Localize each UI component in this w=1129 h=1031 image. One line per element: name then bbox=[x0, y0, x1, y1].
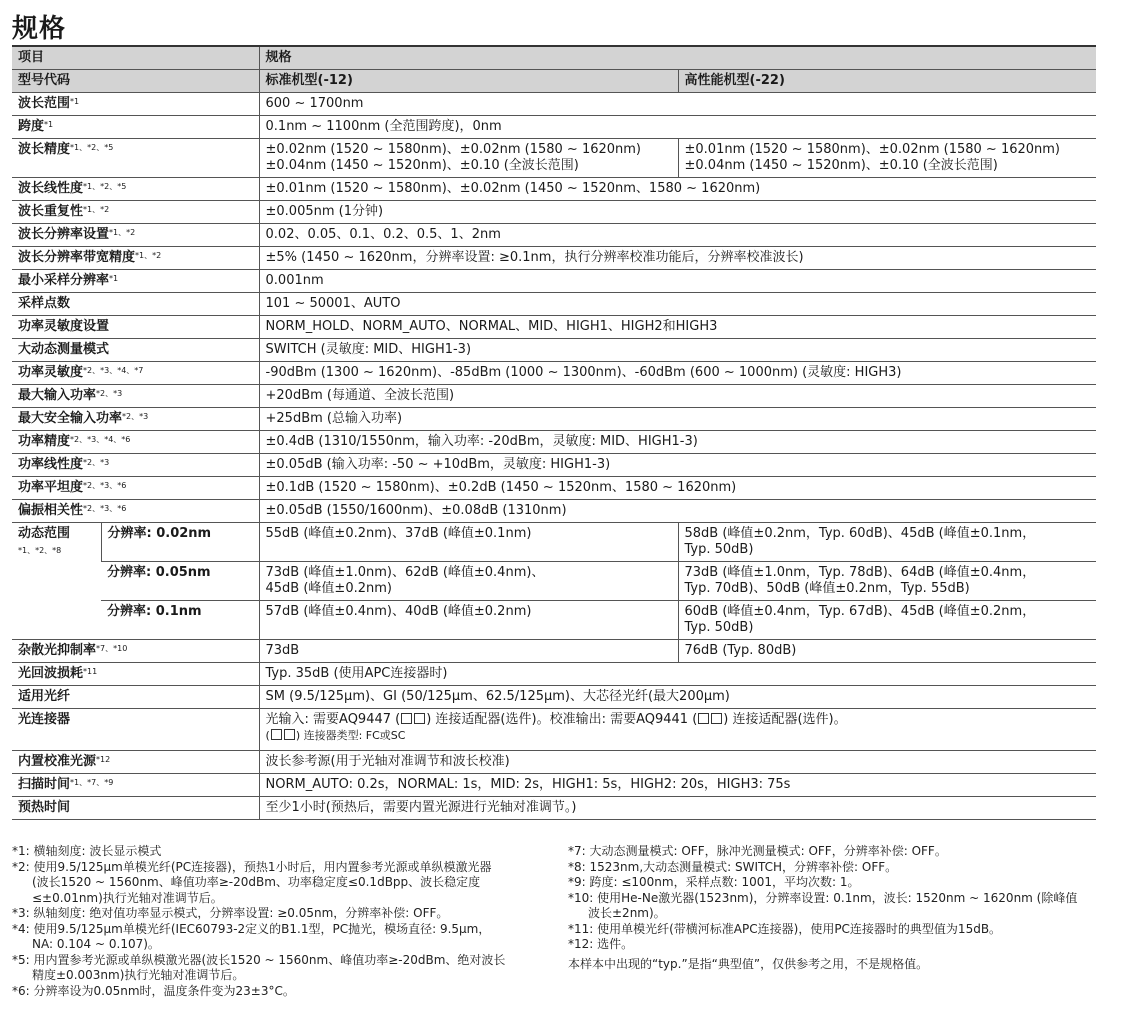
spec-value: ±5% (1450 ~ 1620nm，分辨率设置: ≥0.1nm，执行分辨率校准功能后，分辨率校准波长) bbox=[259, 247, 1096, 270]
spec-row bbox=[12, 201, 1096, 224]
row-label-text: 跨度 bbox=[18, 119, 45, 134]
footnote bbox=[568, 844, 1108, 860]
spec-row bbox=[12, 339, 1096, 362]
row-label-text: 功率平坦度 bbox=[18, 480, 84, 495]
row-label-text: 光回波损耗 bbox=[18, 666, 84, 681]
footnote-text: *1: 横轴刻度: 波长显示模式 bbox=[12, 844, 162, 858]
footnote-text: *5: 用内置参考光源或单纵模激光器(波长1520 ~ 1560nm、峰值功率≥-20dBm、绝对波长 bbox=[12, 952, 506, 967]
connector-text: ) 连接器类型: FC或SC bbox=[295, 729, 406, 742]
spec-row bbox=[12, 247, 1096, 270]
spec-row bbox=[12, 362, 1096, 385]
model-high: 高性能机型(-22) bbox=[678, 70, 1096, 93]
connector-text: ) 连接适配器(选件)。 bbox=[723, 712, 847, 727]
spec-row bbox=[12, 500, 1096, 523]
row-label bbox=[12, 93, 259, 116]
spec-row bbox=[12, 751, 1096, 774]
footnote-ref: *1 bbox=[44, 120, 54, 129]
footnote-text: *11: 使用单模光纤(带横河标准APC连接器)，使用PC连接器时的典型值为15dB。 bbox=[568, 921, 1002, 936]
spec-value: 至少1小时(预热后，需要内置光源进行光轴对准调节。) bbox=[259, 797, 1096, 820]
row-label-text: 波长重复性 bbox=[18, 204, 84, 219]
spec-row bbox=[12, 293, 1096, 316]
placeholder-box-icon bbox=[698, 713, 709, 724]
spec-row bbox=[12, 686, 1096, 709]
connector-text: ( bbox=[265, 729, 270, 742]
spec-value-standard-line: ±0.02nm (1520 ~ 1580nm)、±0.02nm (1580 ~ 1620nm) bbox=[265, 142, 642, 157]
row-label bbox=[12, 454, 259, 477]
spec-row bbox=[12, 178, 1096, 201]
row-label bbox=[12, 431, 259, 454]
spec-value-standard bbox=[259, 139, 678, 178]
spec-row bbox=[12, 116, 1096, 139]
footnote bbox=[568, 875, 1108, 891]
footnote bbox=[12, 844, 557, 860]
spec-value: ±0.05dB (1550/1600nm)、±0.08dB (1310nm) bbox=[259, 500, 1096, 523]
spec-value: SM (9.5/125μm)、GI (50/125μm、62.5/125μm)、大芯径光纤(最大200μm) bbox=[259, 686, 1096, 709]
spec-row bbox=[12, 797, 1096, 820]
row-label-text: 功率精度 bbox=[18, 434, 71, 449]
spec-value: 波长参考源(用于光轴对准调节和波长校准) bbox=[259, 751, 1096, 774]
spec-row bbox=[12, 454, 1096, 477]
row-label-text: 扫描时间 bbox=[18, 777, 71, 792]
connector-text: 光输入: 需要AQ9447 ( bbox=[265, 712, 401, 727]
footnote-text: *6: 分辨率设为0.05nm时，温度条件变为23±3°C。 bbox=[12, 983, 295, 998]
placeholder-box-icon bbox=[271, 729, 282, 740]
spec-row bbox=[12, 663, 1096, 686]
footnote-text: *9: 跨度: ≤100nm，采样点数: 1001，平均次数: 1。 bbox=[568, 875, 860, 889]
row-label-text: 波长范围 bbox=[18, 96, 71, 111]
row-label-text: 波长线性度 bbox=[18, 181, 84, 196]
row-label bbox=[12, 139, 259, 178]
spec-value: 101 ~ 50001、AUTO bbox=[259, 293, 1096, 316]
row-label-text: 最小采样分辨率 bbox=[18, 273, 110, 288]
row-label-text: 波长分辨率设置 bbox=[18, 227, 110, 242]
placeholder-box-icon bbox=[414, 713, 425, 724]
spec-value: NORM_AUTO: 0.2s，NORMAL: 1s，MID: 2s，HIGH1: 5s，HIGH2: 20s，HIGH3: 75s bbox=[259, 774, 1096, 797]
footnote-text: *4: 使用9.5/125μm单模光纤(IEC60793-2定义的B1.1型，PC抛光，模场直径: 9.5μm， bbox=[12, 921, 491, 936]
spec-value: ±0.01nm (1520 ~ 1580nm)、±0.02nm (1450 ~ 1520nm、1580 ~ 1620nm) bbox=[259, 178, 1096, 201]
footnote-ref: *1、*2 bbox=[135, 251, 162, 260]
resolution-label: 分辨率: 0.02nm bbox=[101, 523, 259, 562]
spec-value-standard-line: 55dB (峰值±0.2nm)、37dB (峰值±0.1nm) bbox=[265, 526, 532, 541]
footnote bbox=[568, 937, 1108, 953]
row-label-text: 大动态测量模式 bbox=[18, 342, 110, 357]
spec-value: SWITCH (灵敏度: MID、HIGH1-3) bbox=[259, 339, 1096, 362]
dynamic-range-label-text: 动态范围 bbox=[18, 526, 71, 541]
row-label bbox=[12, 224, 259, 247]
footnote-ref: *1 bbox=[70, 97, 80, 106]
row-label bbox=[12, 270, 259, 293]
row-label bbox=[12, 686, 259, 709]
footnote bbox=[12, 906, 557, 922]
footnote-ref: *2、*3 bbox=[96, 389, 123, 398]
row-label bbox=[12, 178, 259, 201]
row-label-text: 最大输入功率 bbox=[18, 388, 97, 403]
footnote-continuation: 精度±0.003nm)执行光轴对准调节后。 bbox=[32, 968, 245, 982]
footnote-ref: *2、*3、*4、*7 bbox=[83, 366, 144, 375]
spec-value-high-line: ±0.01nm (1520 ~ 1580nm)、±0.02nm (1580 ~ 1620nm) bbox=[684, 142, 1061, 157]
spec-value-standard-line: 57dB (峰值±0.4nm)、40dB (峰值±0.2nm) bbox=[265, 604, 532, 619]
footnote bbox=[568, 891, 1108, 922]
spec-value: ±0.1dB (1520 ~ 1580nm)、±0.2dB (1450 ~ 1520nm、1580 ~ 1620nm) bbox=[259, 477, 1096, 500]
spec-row bbox=[12, 224, 1096, 247]
footnote-ref: *1、*2、*5 bbox=[83, 182, 127, 191]
spec-value: +20dBm (每通道、全波长范围) bbox=[259, 385, 1096, 408]
spec-value: Typ. 35dB (使用APC连接器时) bbox=[259, 663, 1096, 686]
spec-row bbox=[12, 270, 1096, 293]
footnote bbox=[12, 984, 557, 1000]
row-label bbox=[12, 116, 259, 139]
footnote-ref: *1、*7、*9 bbox=[70, 778, 114, 787]
spec-value-high-line: Typ. 50dB) bbox=[684, 620, 754, 635]
row-label bbox=[12, 316, 259, 339]
dynamic-range-label bbox=[12, 523, 101, 640]
spec-row bbox=[12, 139, 1096, 178]
footnote-ref: *2、*3、*4、*6 bbox=[70, 435, 131, 444]
spec-value-standard bbox=[259, 523, 678, 562]
footnote-ref: *1 bbox=[109, 274, 119, 283]
footnote-text: *3: 纵轴刻度: 绝对值功率显示模式，分辨率设置: ≥0.05nm，分辨率补偿: OFF。 bbox=[12, 906, 449, 920]
spec-value-standard-line: 45dB (峰值±0.2nm) bbox=[265, 581, 392, 596]
connector-text: ) 连接适配器(选件)。校准输出: 需要AQ9441 ( bbox=[426, 712, 698, 727]
spec-value-high-line: Typ. 70dB)、50dB (峰值±0.2nm，Typ. 55dB) bbox=[684, 581, 970, 596]
spec-row bbox=[12, 93, 1096, 116]
footnote-text: *7: 大动态测量模式: OFF，脉冲光测量模式: OFF，分辨率补偿: OFF。 bbox=[568, 844, 947, 858]
spec-value-high bbox=[678, 523, 1096, 562]
header-col-item: 项目 bbox=[12, 46, 259, 70]
model-row bbox=[12, 70, 1096, 93]
dynamic-range-row bbox=[12, 562, 1096, 601]
row-label bbox=[12, 751, 259, 774]
row-label bbox=[12, 293, 259, 316]
footnote-ref: *1、*2、*5 bbox=[70, 143, 114, 152]
row-label bbox=[12, 408, 259, 431]
resolution-label: 分辨率: 0.05nm bbox=[101, 562, 259, 601]
row-label-text: 最大安全输入功率 bbox=[18, 411, 123, 426]
spec-value-high: 76dB (Typ. 80dB) bbox=[678, 640, 1096, 663]
row-label-text: 波长分辨率带宽精度 bbox=[18, 250, 136, 265]
spec-value: -90dBm (1300 ~ 1620nm)、-85dBm (1000 ~ 1300nm)、-60dBm (600 ~ 1000nm) (灵敏度: HIGH3) bbox=[259, 362, 1096, 385]
footnote bbox=[568, 922, 1108, 938]
footnote-ref: *7、*10 bbox=[96, 644, 128, 653]
footnote-ref: *2、*3 bbox=[122, 412, 149, 421]
spec-table bbox=[12, 45, 1096, 820]
spec-value-standard: 73dB bbox=[259, 640, 678, 663]
row-label bbox=[12, 339, 259, 362]
row-label-text: 功率灵敏度 bbox=[18, 365, 84, 380]
footnote-ref: *11 bbox=[83, 667, 98, 676]
footnotes-right bbox=[568, 844, 1108, 972]
row-label bbox=[12, 797, 259, 820]
spec-value-high bbox=[678, 139, 1096, 178]
header-col-spec: 规格 bbox=[259, 46, 1096, 70]
spec-value-standard-line: ±0.04nm (1450 ~ 1520nm)、±0.10 (全波长范围) bbox=[265, 158, 579, 173]
resolution-label: 分辨率: 0.1nm bbox=[101, 601, 259, 640]
spec-value: ±0.005nm (1分钟) bbox=[259, 201, 1096, 224]
placeholder-box-icon bbox=[284, 729, 295, 740]
spec-row bbox=[12, 477, 1096, 500]
spec-value: +25dBm (总输入功率) bbox=[259, 408, 1096, 431]
footnote-ref: *2、*3 bbox=[83, 458, 110, 467]
spec-value-high-line: Typ. 50dB) bbox=[684, 542, 754, 557]
row-label bbox=[12, 362, 259, 385]
connector-row bbox=[12, 709, 1096, 751]
placeholder-box-icon bbox=[711, 713, 722, 724]
connector-type-note bbox=[266, 729, 406, 742]
spec-value-high-line: 73dB (峰值±1.0nm，Typ. 78dB)、64dB (峰值±0.4nm， bbox=[684, 565, 1036, 580]
spec-value: ±0.4dB (1310/1550nm，输入功率: -20dBm，灵敏度: MID、HIGH1-3) bbox=[259, 431, 1096, 454]
row-label-text: 功率线性度 bbox=[18, 457, 84, 472]
row-label bbox=[12, 774, 259, 797]
placeholder-box-icon bbox=[401, 713, 412, 724]
typ-disclaimer: 本样本中出现的“typ.”是指“典型值”，仅供参考之用，不是规格值。 bbox=[568, 956, 929, 971]
spec-row bbox=[12, 774, 1096, 797]
footnote bbox=[12, 922, 557, 953]
footnote-continuation: NA: 0.104 ~ 0.107)。 bbox=[32, 937, 160, 951]
spec-value: 0.1nm ~ 1100nm (全范围跨度)，0nm bbox=[259, 116, 1096, 139]
footnote-text: *2: 使用9.5/125μm单模光纤(PC连接器)，预热1小时后，用内置参考光源或单纵模激光器 bbox=[12, 859, 492, 874]
page-title: 规格 bbox=[12, 14, 67, 44]
footnote-text: *10: 使用He-Ne激光器(1523nm)，分辨率设置: 0.1nm，波长: 1520nm ~ 1620nm (除峰值 bbox=[568, 890, 1078, 905]
spec-value: 600 ~ 1700nm bbox=[259, 93, 1096, 116]
row-label bbox=[12, 663, 259, 686]
footnote-continuation: 波长±2nm)。 bbox=[588, 906, 666, 920]
spec-value: 0.001nm bbox=[259, 270, 1096, 293]
row-label bbox=[12, 500, 259, 523]
row-label-text: 内置校准光源 bbox=[18, 754, 97, 769]
row-label-text: 功率灵敏度设置 bbox=[18, 319, 110, 334]
footnote-continuation: ≤±0.01nm)执行光轴对准调节后。 bbox=[32, 890, 223, 905]
spec-value-high-line: 60dB (峰值±0.4nm，Typ. 67dB)、45dB (峰值±0.2nm， bbox=[684, 604, 1036, 619]
row-label bbox=[12, 385, 259, 408]
footnote bbox=[12, 860, 557, 907]
dynamic-range-row bbox=[12, 601, 1096, 640]
spec-value-standard-line: 73dB (峰值±1.0nm)、62dB (峰值±0.4nm)、 bbox=[265, 565, 545, 580]
footnote-ref: *1、*2 bbox=[109, 228, 136, 237]
spec-value: 0.02、0.05、0.1、0.2、0.5、1、2nm bbox=[259, 224, 1096, 247]
spec-value-high-line: ±0.04nm (1450 ~ 1520nm)、±0.10 (全波长范围) bbox=[684, 158, 998, 173]
row-label bbox=[12, 477, 259, 500]
spec-row bbox=[12, 316, 1096, 339]
dynamic-range-row bbox=[12, 523, 1096, 562]
row-label-text: 采样点数 bbox=[18, 296, 71, 311]
row-label-text: 适用光纤 bbox=[18, 689, 71, 704]
footnote-ref: *2、*3、*6 bbox=[83, 481, 127, 490]
row-label-text: 波长精度 bbox=[18, 142, 71, 157]
spec-row bbox=[12, 385, 1096, 408]
row-label-text: 偏振相关性 bbox=[18, 503, 84, 518]
spec-value-high bbox=[678, 562, 1096, 601]
row-label-text: 预热时间 bbox=[18, 800, 71, 815]
spec-row bbox=[12, 431, 1096, 454]
row-label bbox=[12, 201, 259, 224]
footnote-text: *8: 1523nm,大动态测量模式: SWITCH，分辨率补偿: OFF。 bbox=[568, 859, 898, 874]
connector-value bbox=[259, 709, 1096, 751]
footnote-ref: *12 bbox=[96, 755, 111, 764]
spec-row bbox=[12, 408, 1096, 431]
row-label bbox=[12, 247, 259, 270]
spec-value: ±0.05dB (输入功率: -50 ~ +10dBm，灵敏度: HIGH1-3) bbox=[259, 454, 1096, 477]
footnote-ref: *1、*2 bbox=[83, 205, 110, 214]
model-label: 型号代码 bbox=[12, 70, 259, 93]
footnote-continuation: (波长1520 ~ 1560nm、峰值功率≥-20dBm、功率稳定度≤0.1dBpp、波长稳定度 bbox=[32, 875, 481, 889]
spec-row bbox=[12, 640, 1096, 663]
footnote-text: *12: 选件。 bbox=[568, 937, 634, 951]
row-label-text: 杂散光抑制率 bbox=[18, 643, 97, 658]
spec-value-high-line: 58dB (峰值±0.2nm，Typ. 60dB)、45dB (峰值±0.1nm， bbox=[684, 526, 1036, 541]
spec-value: NORM_HOLD、NORM_AUTO、NORMAL、MID、HIGH1、HIGH2和HIGH3 bbox=[259, 316, 1096, 339]
row-label bbox=[12, 640, 259, 663]
footnotes-left bbox=[12, 844, 557, 999]
spec-value-standard bbox=[259, 601, 678, 640]
spec-value-standard bbox=[259, 562, 678, 601]
header-row bbox=[12, 46, 1096, 70]
footnote bbox=[568, 860, 1108, 876]
model-standard: 标准机型(-12) bbox=[259, 70, 678, 93]
row-label: 光连接器 bbox=[12, 709, 259, 751]
footnote bbox=[12, 953, 557, 984]
footnote-ref: *2、*3、*6 bbox=[83, 504, 127, 513]
footnote-ref: *1、*2、*8 bbox=[18, 546, 62, 555]
spec-value-high bbox=[678, 601, 1096, 640]
